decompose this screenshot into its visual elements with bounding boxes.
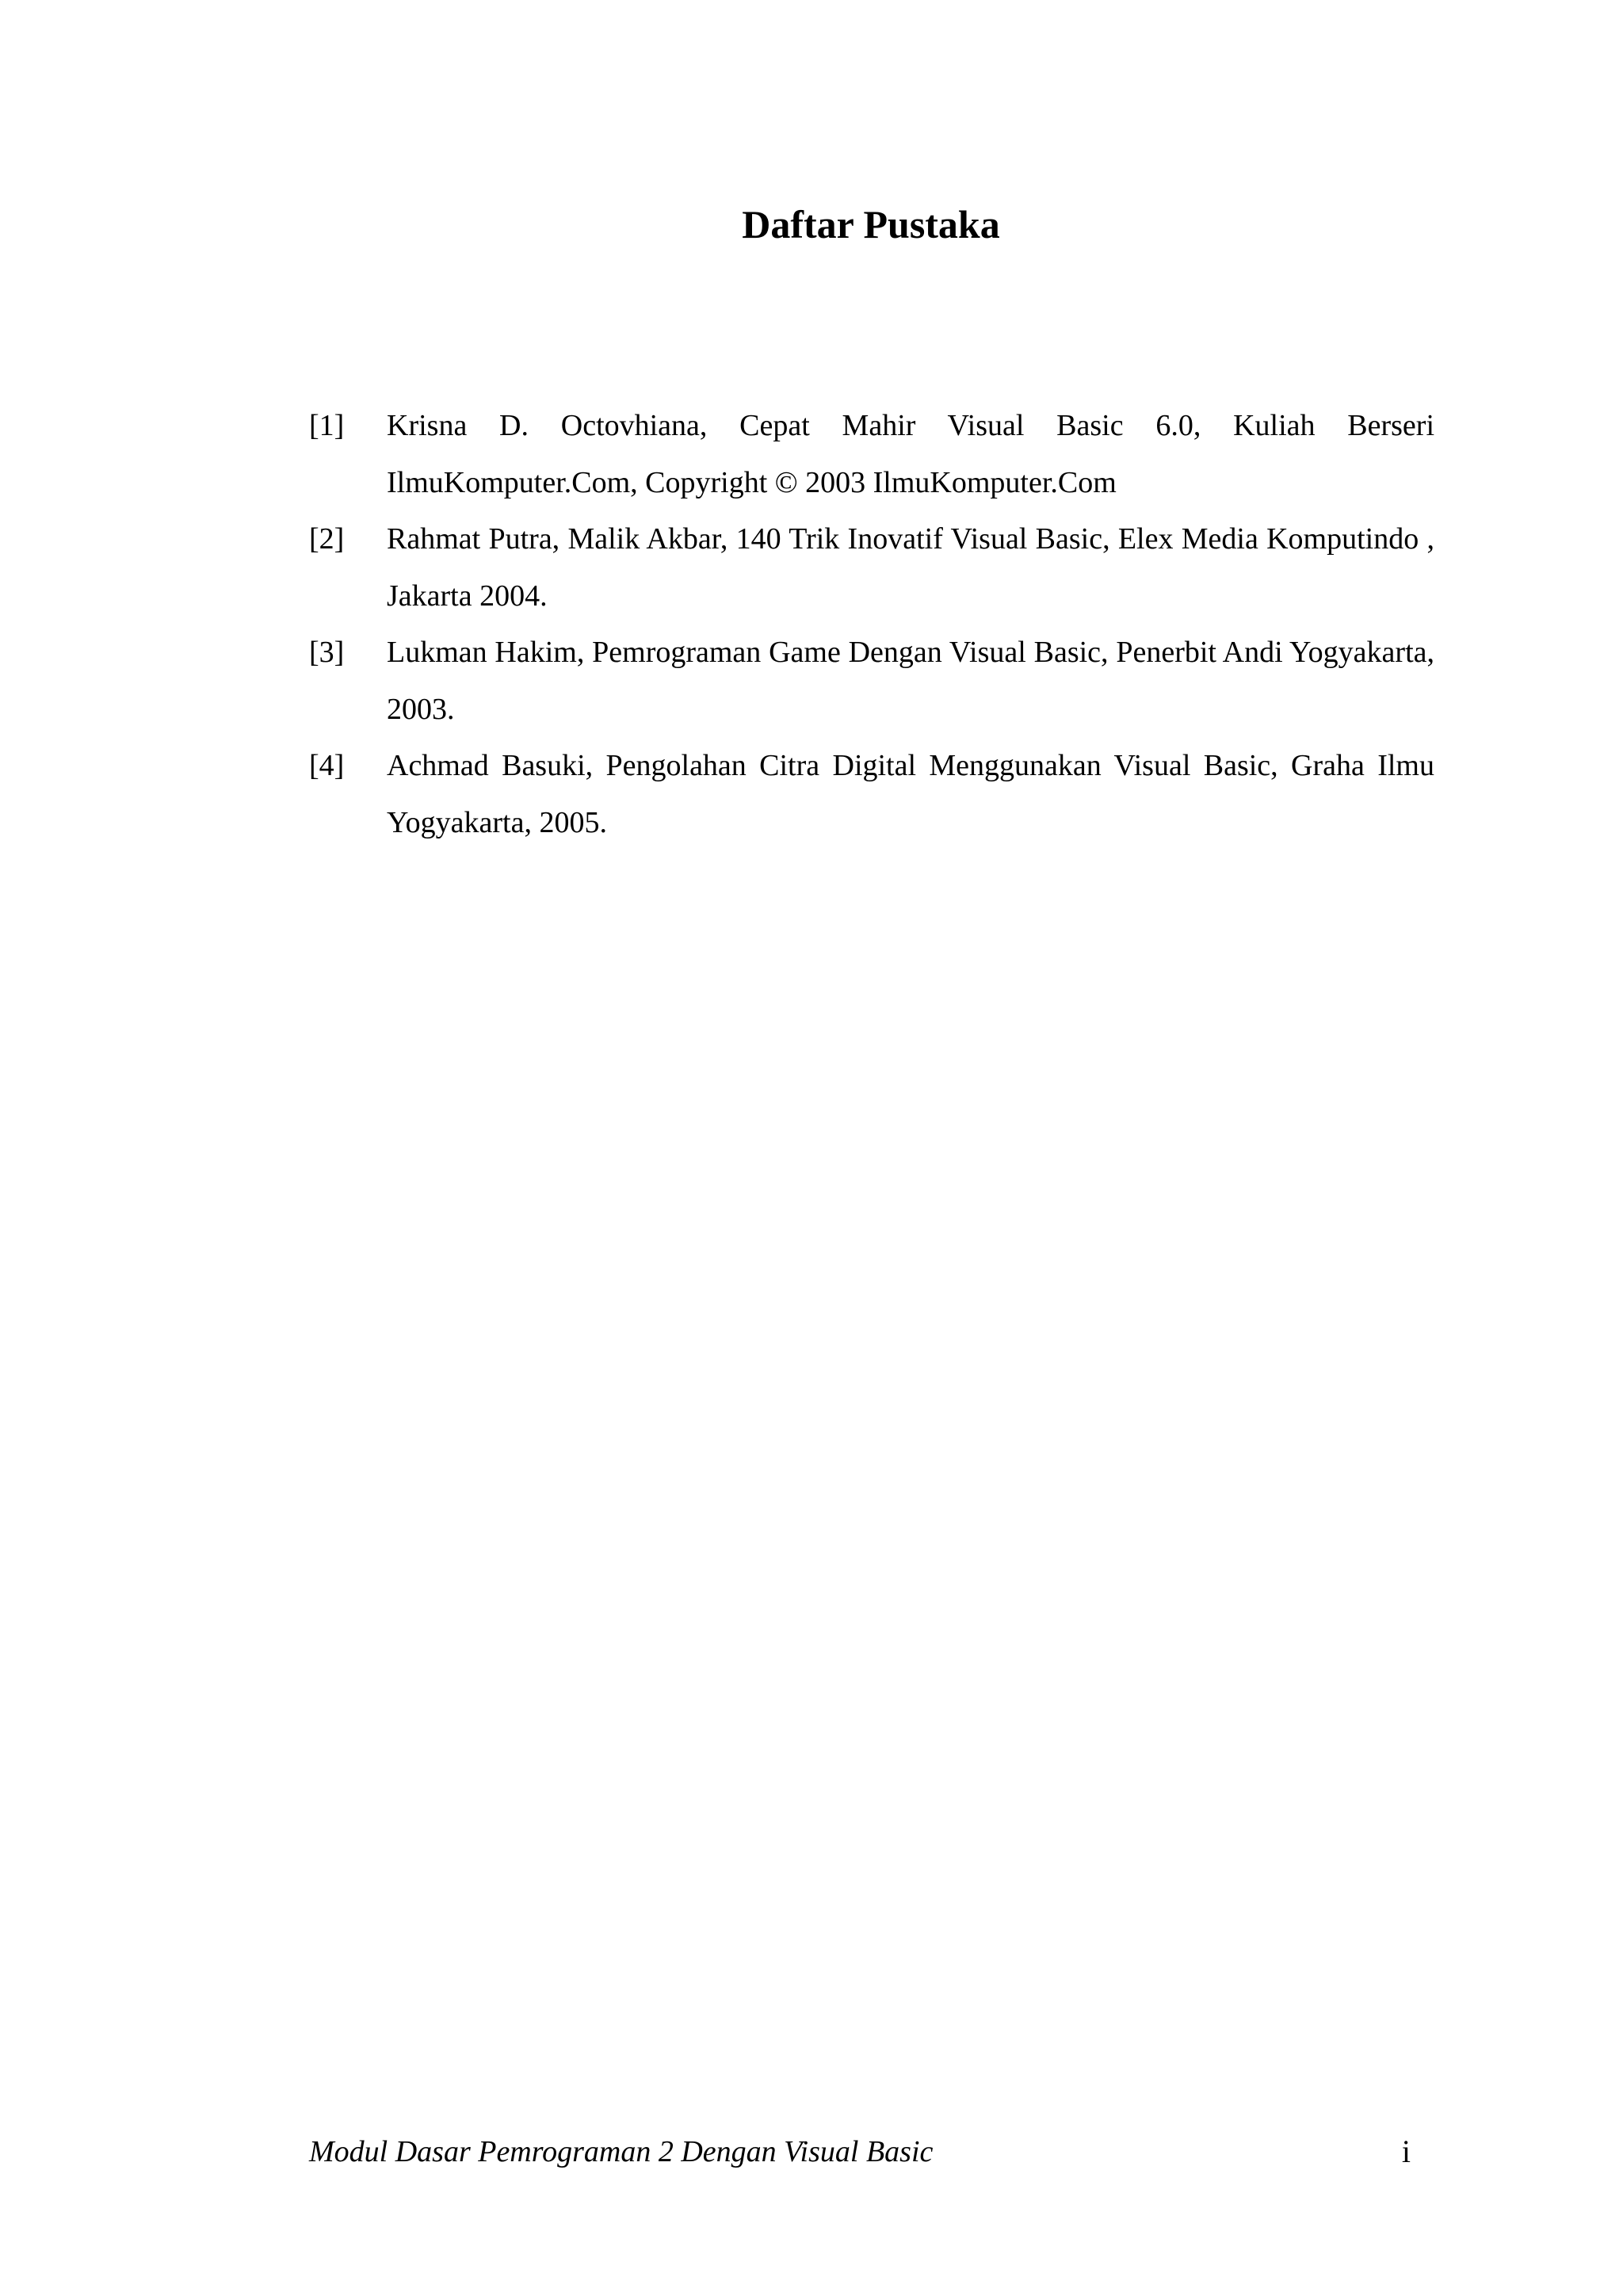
reference-number: [4] bbox=[309, 749, 345, 782]
reference-number: [3] bbox=[309, 636, 345, 669]
reference-number: [1] bbox=[309, 409, 345, 442]
reference-item bbox=[309, 511, 1434, 625]
page-title: Daftar Pustaka bbox=[742, 202, 1000, 246]
footer-module-title: Modul Dasar Pemrograman 2 Dengan Visual Basic bbox=[309, 2135, 934, 2168]
reference-item bbox=[309, 398, 1434, 511]
reference-item bbox=[309, 625, 1434, 738]
page-footer bbox=[309, 2124, 1411, 2179]
reference-text: Achmad Basuki, Pengolahan Citra Digital Menggunakan Visual Basic, Graha Ilmu Yogyakarta, 2005. bbox=[387, 749, 1434, 839]
reference-list bbox=[309, 398, 1434, 851]
reference-item bbox=[309, 738, 1434, 851]
reference-number: [2] bbox=[309, 522, 345, 556]
reference-text: Lukman Hakim, Pemrograman Game Dengan Visual Basic, Penerbit Andi Yogyakarta, 2003. bbox=[387, 636, 1434, 726]
reference-text: Rahmat Putra, Malik Akbar, 140 Trik Inovatif Visual Basic, Elex Media Komputindo , Jakarta 2004. bbox=[387, 522, 1434, 613]
footer-page-number: i bbox=[1401, 2134, 1411, 2169]
reference-text: Krisna D. Octovhiana, Cepat Mahir Visual Basic 6.0, Kuliah Berseri IlmuKomputer.Com, Copyright © 2003 IlmuKomputer.Com bbox=[387, 409, 1434, 499]
